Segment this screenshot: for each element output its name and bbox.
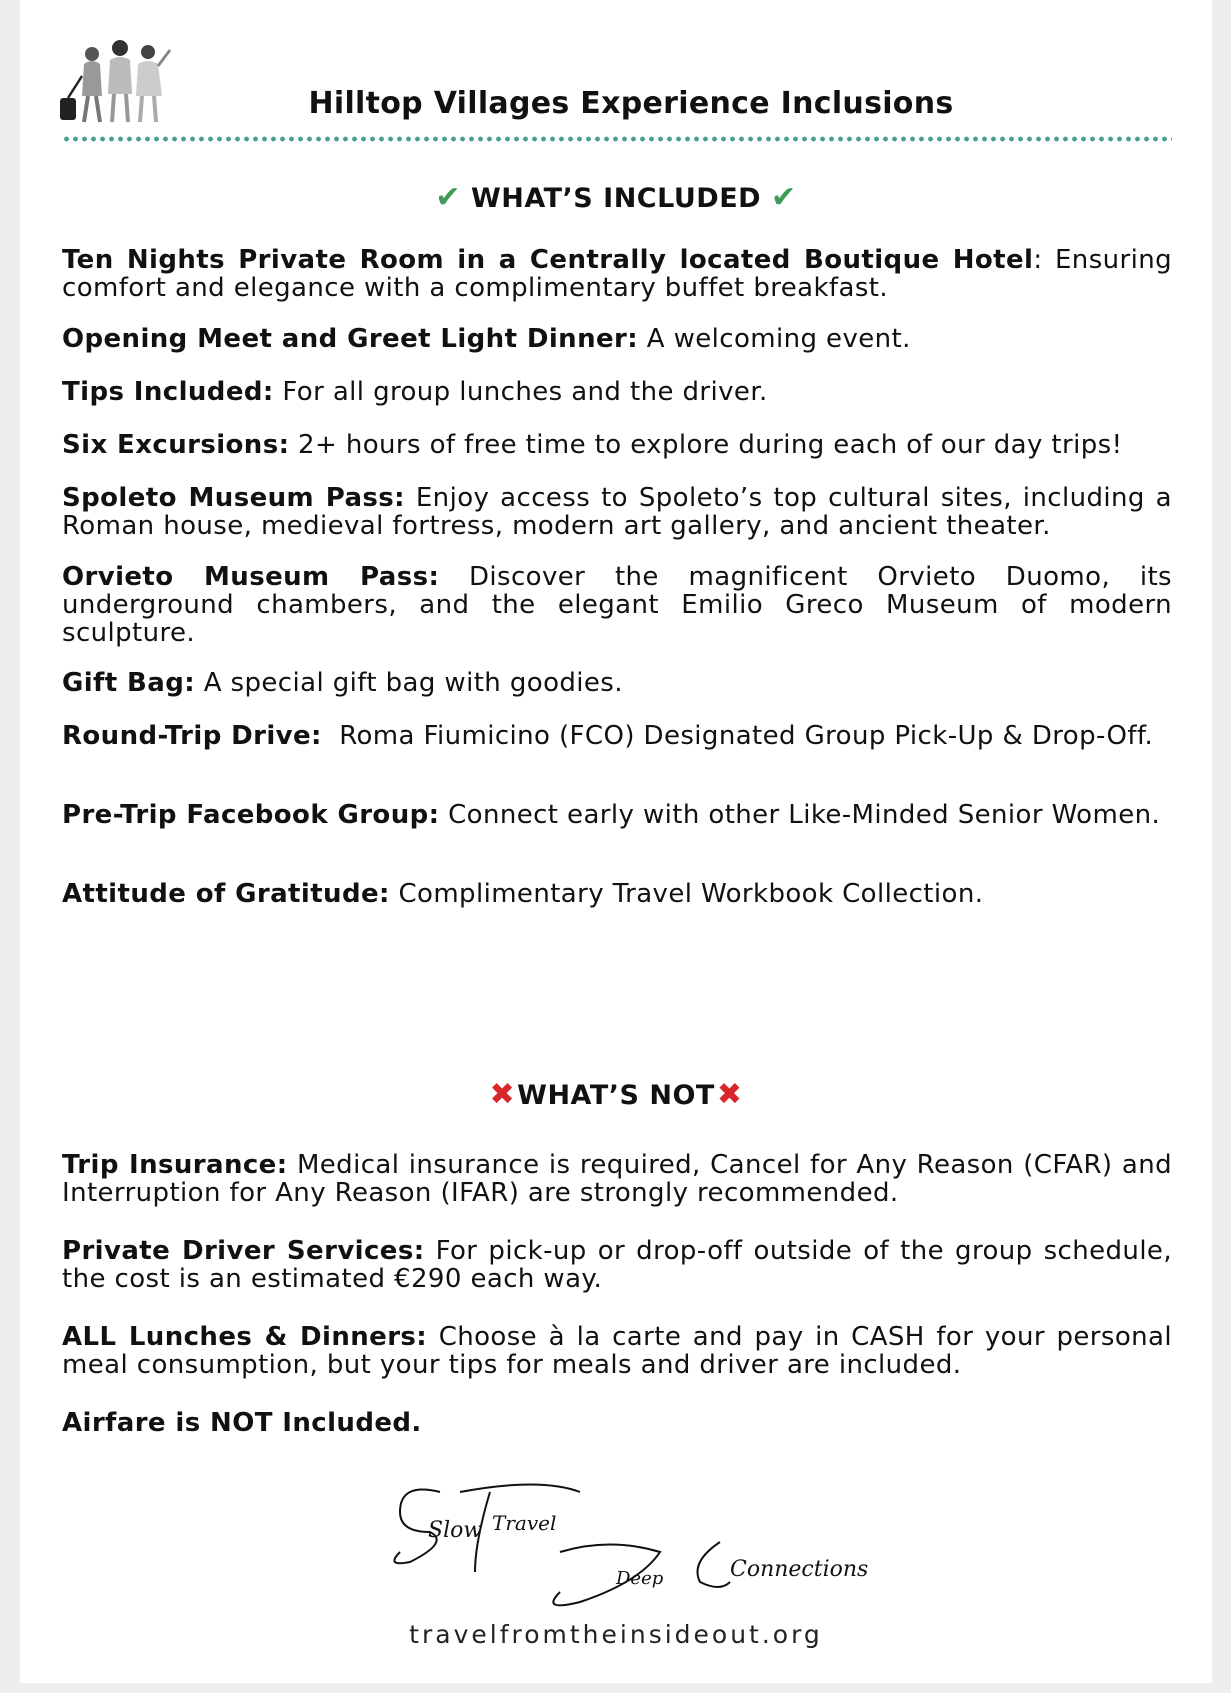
item-label: Ten Nights Private Room in a Centrally located Boutique Hotel xyxy=(62,245,1034,275)
included-item xyxy=(62,669,1172,697)
item-label: Attitude of Gratitude: xyxy=(62,879,390,909)
inclusions-page xyxy=(20,0,1212,1683)
item-sep xyxy=(427,1322,439,1352)
item-label: Spoleto Museum Pass: xyxy=(62,483,405,513)
included-item xyxy=(62,484,1172,540)
excluded-item xyxy=(62,1409,1172,1437)
item-label: Orvieto Museum Pass: xyxy=(62,562,440,592)
item-label: Tips Included: xyxy=(62,377,274,407)
item-text: Discover the magnificent Orvieto Duomo, its underground chambers, and the elegant Emilio Greco Museum of modern sculpture. xyxy=(62,562,1172,648)
item-text: Medical insurance is required, Cancel for Any Reason (CFAR) and Interruption for Any Reason (IFAR) are strongly recommended. xyxy=(62,1150,1173,1208)
excluded-heading xyxy=(20,1077,1212,1112)
item-sep xyxy=(425,1236,436,1266)
item-text: Complimentary Travel Workbook Collection. xyxy=(398,879,984,909)
item-text: Roma Fiumicino (FCO) Designated Group Pick-Up & Drop-Off. xyxy=(339,721,1154,751)
item-sep xyxy=(405,483,416,513)
included-item xyxy=(62,246,1172,302)
included-item xyxy=(62,325,1172,353)
item-label: Private Driver Services: xyxy=(62,1236,425,1266)
item-sep xyxy=(439,562,469,592)
check-icon: ✔ xyxy=(771,180,797,215)
item-sep xyxy=(289,430,298,460)
included-heading-text: WHAT’S INCLUDED xyxy=(470,183,762,214)
included-item xyxy=(62,563,1172,647)
footer-website-link[interactable]: travelfromtheinsideout.org xyxy=(409,1620,823,1649)
included-item xyxy=(62,801,1172,829)
item-label: Opening Meet and Greet Light Dinner: xyxy=(62,324,639,354)
item-label: Trip Insurance: xyxy=(62,1150,288,1180)
item-text: 2+ hours of free time to explore during each of our day trips! xyxy=(298,430,1123,460)
item-label: ALL Lunches & Dinners: xyxy=(62,1322,428,1352)
item-sep xyxy=(439,800,448,830)
excluded-item xyxy=(62,1323,1172,1379)
item-sep xyxy=(288,1150,297,1180)
included-heading xyxy=(20,180,1212,215)
item-text: Connect early with other Like-Minded Senior Women. xyxy=(448,800,1161,830)
signature-logo xyxy=(380,1472,880,1622)
cross-icon: ✖ xyxy=(716,1077,743,1112)
item-label: Six Excursions: xyxy=(62,430,290,460)
included-item xyxy=(62,378,1172,406)
signature-word: Deep xyxy=(616,1568,664,1589)
item-text: Ensuring comfort and elegance with a complimentary buffet breakfast. xyxy=(62,245,1173,303)
included-item xyxy=(62,880,1172,908)
item-sep xyxy=(322,721,339,751)
dotted-divider xyxy=(62,136,1172,142)
signature-word: Slow xyxy=(428,1518,483,1543)
item-sep xyxy=(195,668,204,698)
excluded-item xyxy=(62,1151,1172,1207)
item-text: For pick-up or drop-off outside of the group schedule, the cost is an estimated €290 each way. xyxy=(62,1236,1172,1294)
check-icon: ✔ xyxy=(435,180,461,215)
item-text: A special gift bag with goodies. xyxy=(203,668,623,698)
item-label: Airfare is NOT Included. xyxy=(62,1408,422,1438)
included-item xyxy=(62,431,1172,459)
item-label: Gift Bag: xyxy=(62,668,196,698)
item-text: A welcoming event. xyxy=(646,324,911,354)
item-text: For all group lunches and the driver. xyxy=(282,377,768,407)
excluded-item xyxy=(62,1237,1172,1293)
item-text: Enjoy access to Spoleto’s top cultural sites, including a Roman house, medieval fortress, modern art gallery, and ancient theater. xyxy=(62,483,1173,541)
included-item xyxy=(62,722,1172,750)
cross-icon: ✖ xyxy=(489,1077,516,1112)
signature-word: Connections xyxy=(730,1557,869,1582)
page-title: Hilltop Villages Experience Inclusions xyxy=(308,86,954,121)
item-label: Round-Trip Drive: xyxy=(62,721,322,751)
item-sep xyxy=(638,324,647,354)
item-label: Pre-Trip Facebook Group: xyxy=(62,800,440,830)
excluded-heading-text: WHAT’S NOT xyxy=(517,1080,715,1111)
signature-word: Travel xyxy=(492,1511,557,1535)
item-sep: : xyxy=(1033,245,1055,275)
item-text: Choose à la carte and pay in CASH for your personal meal consumption, but your tips for meals and driver are included. xyxy=(62,1322,1172,1380)
